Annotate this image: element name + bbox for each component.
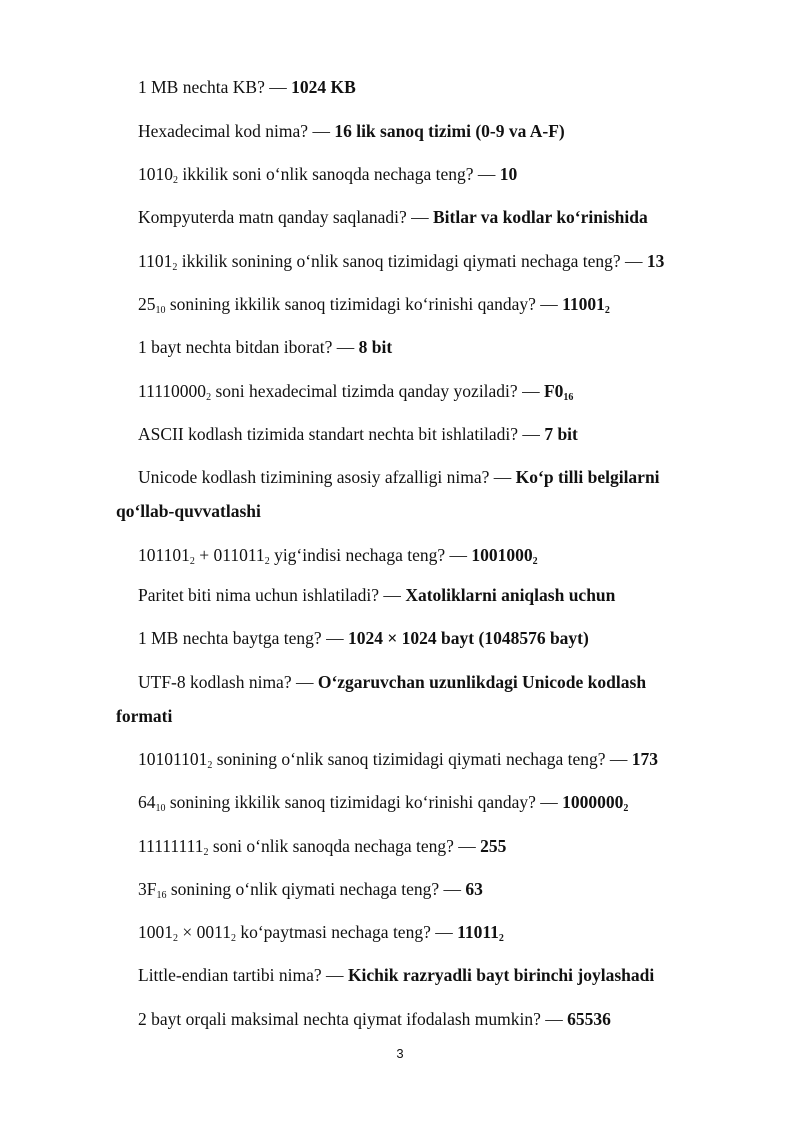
question-text: 11110000 — [138, 381, 207, 401]
qa-item — [116, 621, 706, 655]
qa-item — [116, 785, 706, 819]
base-subscript: 2 — [203, 847, 209, 858]
question-text: ikkilik sonining o‘nlik sanoq tizimidagi qiymati nechaga teng? — — [177, 251, 647, 271]
answer-text: 63 — [465, 879, 483, 899]
qa-item — [116, 958, 706, 992]
question-text: 1 bayt nechta bitdan iborat? — — [138, 337, 359, 357]
question-text: ko‘paytmasi nechaga teng? — — [235, 922, 458, 942]
base-subscript: 2 — [206, 392, 212, 403]
base-subscript: 16 — [563, 392, 574, 403]
qa-item — [116, 829, 706, 863]
question-text: sonining ikkilik sanoq tizimidagi ko‘rinishi qanday? — — [165, 792, 563, 812]
question-text: 1010 — [138, 164, 173, 184]
base-subscript: 2 — [173, 933, 178, 944]
question-text: × 0011 — [178, 922, 231, 942]
qa-item — [116, 578, 706, 612]
answer-text: 65536 — [567, 1009, 611, 1029]
base-subscript: 16 — [156, 890, 167, 901]
question-text: Paritet biti nima uchun ishlatiladi? — — [138, 585, 406, 605]
question-text: soni hexadecimal tizimda qanday yoziladi? — — [211, 381, 544, 401]
base-subscript: 2 — [207, 760, 213, 771]
question-text: sonining ikkilik sanoq tizimidagi ko‘rinishi qanday? — — [165, 294, 563, 314]
base-subscript: 2 — [189, 556, 195, 567]
qa-item — [116, 200, 706, 234]
question-text: ASCII kodlash tizimida standart nechta bit ishlatiladi? — — [138, 424, 545, 444]
qa-item — [116, 915, 706, 949]
qa-item — [116, 538, 706, 572]
answer-text: Xatoliklarni aniqlash uchun — [405, 585, 616, 605]
base-subscript: 2 — [264, 556, 270, 567]
qa-item — [116, 417, 706, 451]
question-text: ikkilik soni o‘nlik sanoqda nechaga teng? — — [178, 164, 500, 184]
question-text: 3F — [138, 879, 157, 899]
answer-text: 255 — [480, 836, 507, 856]
question-text: 1001 — [138, 922, 173, 942]
answer-text: Ko‘p tilli belgilarni qo‘llab-quvvatlashi — [116, 467, 660, 521]
answer-text: 8 bit — [358, 337, 393, 357]
question-text: 1 MB nechta baytga teng? — — [138, 628, 348, 648]
answer-text: 1000000 — [562, 792, 624, 812]
base-subscript: 2 — [172, 262, 178, 273]
qa-item — [116, 330, 706, 364]
question-text: Unicode kodlash tizimining asosiy afzalligi nima? — — [138, 467, 516, 487]
qa-item — [116, 665, 706, 733]
question-text: 1101 — [138, 251, 173, 271]
question-text: + 011011 — [194, 545, 265, 565]
qa-item — [116, 460, 706, 528]
qa-item — [116, 114, 706, 148]
qa-item — [116, 287, 706, 321]
answer-text: 1024 × 1024 bayt (1048576 bayt) — [347, 628, 589, 648]
base-subscript: 2 — [604, 305, 610, 316]
qa-item — [116, 374, 706, 408]
answer-text: O‘zgaruvchan uzunlikdagi Unicode kodlash formati — [116, 672, 647, 726]
question-text: 101101 — [138, 545, 190, 565]
question-text: sonining o‘nlik sanoq tizimidagi qiymati nechaga teng? — — [212, 749, 632, 769]
answer-text: 13 — [646, 251, 665, 271]
answer-text: Kichik razryadli bayt birinchi joylashadi — [347, 965, 655, 985]
question-text: 25 — [138, 294, 156, 314]
answer-text: F0 — [543, 381, 564, 401]
base-subscript: 10 — [155, 803, 166, 814]
question-text: Little-endian tartibi nima? — — [138, 965, 348, 985]
base-subscript: 2 — [623, 803, 629, 814]
answer-text: 11001 — [562, 294, 605, 314]
qa-item — [116, 244, 706, 278]
question-text: yig‘indisi nechaga teng? — — [269, 545, 472, 565]
base-subscript: 2 — [230, 933, 236, 944]
question-text: Kompyuterda matn qanday saqlanadi? — — [138, 207, 433, 227]
question-text: sonining o‘nlik qiymati nechaga teng? — — [166, 879, 466, 899]
base-subscript: 2 — [532, 556, 538, 567]
question-text: 64 — [138, 792, 156, 812]
page-number: 3 — [396, 1046, 404, 1061]
question-text: 1 MB nechta KB? — — [138, 77, 292, 97]
question-text: 11111111 — [138, 836, 204, 856]
qa-item — [116, 157, 706, 191]
base-subscript: 2 — [498, 933, 504, 944]
base-subscript: 10 — [155, 305, 166, 316]
question-text: soni o‘nlik sanoqda nechaga teng? — — [208, 836, 481, 856]
answer-text: 10 — [499, 164, 518, 184]
qa-item — [116, 872, 706, 906]
answer-text: 7 bit — [544, 424, 578, 444]
question-text: UTF-8 kodlash nima? — — [138, 672, 318, 692]
answer-text: 1024 KB — [291, 77, 356, 97]
answer-text: 16 lik sanoq tizimi (0-9 va A-F) — [334, 121, 565, 141]
qa-item — [116, 1002, 706, 1036]
qa-item — [116, 742, 706, 776]
answer-text: Bitlar va kodlar ko‘rinishida — [432, 207, 648, 227]
answer-text: 173 — [631, 749, 659, 769]
question-text: 10101101 — [138, 749, 208, 769]
answer-text: 11011 — [457, 922, 499, 942]
answer-text: 1001000 — [471, 545, 533, 565]
base-subscript: 2 — [173, 175, 178, 186]
question-text: 2 bayt orqali maksimal nechta qiymat ifodalash mumkin? — — [138, 1009, 568, 1029]
question-text: Hexadecimal kod nima? — — [138, 121, 335, 141]
qa-item — [116, 70, 706, 104]
